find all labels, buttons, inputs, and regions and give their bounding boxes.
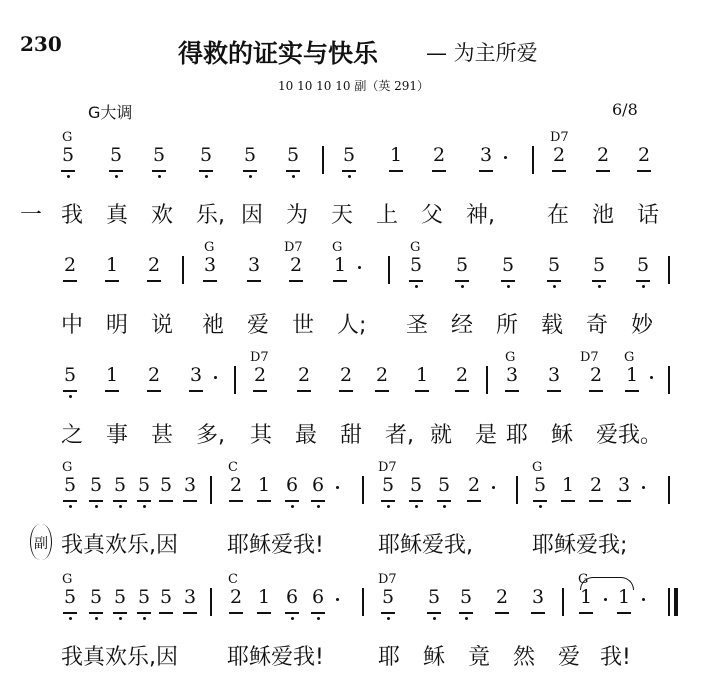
note-underline — [286, 170, 300, 172]
bar-line — [562, 588, 564, 616]
octave-dot — [291, 617, 294, 620]
note: 3 — [184, 586, 197, 608]
octave-dot — [461, 285, 464, 288]
note-underline — [547, 390, 561, 392]
note: 2 — [456, 364, 469, 386]
note-underline — [592, 280, 606, 282]
note: 2 — [433, 144, 446, 166]
note-underline — [159, 612, 173, 614]
octave-dot — [205, 175, 208, 178]
lyric: 载 — [541, 313, 564, 338]
note: 1 — [580, 586, 593, 608]
bar-line — [234, 366, 236, 394]
note: 5 — [287, 144, 300, 166]
note-underline — [159, 500, 173, 502]
note: 2 — [298, 364, 311, 386]
duration-dot — [642, 598, 645, 601]
lyric: 经 — [451, 313, 474, 338]
hymn-title: 得救的证实与快乐 — [178, 39, 379, 68]
duration-dot — [492, 486, 495, 489]
hymn-meter: 10 10 10 10 副（英 291） — [278, 79, 430, 93]
lyric: 事 — [106, 423, 129, 448]
bar-line — [182, 256, 184, 284]
note-underline — [589, 500, 603, 502]
octave-dot — [158, 175, 161, 178]
chord-symbol: G — [62, 460, 73, 475]
hymn-number: 230 — [20, 32, 62, 56]
octave-dot — [415, 285, 418, 288]
lyric: 在 — [547, 203, 570, 228]
duration-dot — [358, 266, 361, 269]
octave-dot — [69, 395, 72, 398]
lyric: 天 — [331, 203, 354, 228]
note-underline — [89, 500, 103, 502]
note: 5 — [62, 144, 75, 166]
lyric: 之 — [61, 423, 84, 448]
note: 5 — [114, 474, 127, 496]
note-underline — [561, 500, 575, 502]
note-underline — [285, 612, 299, 614]
lyric: 乐, — [196, 203, 225, 228]
note: 3 — [532, 586, 545, 608]
lyric: 我。 — [618, 423, 663, 448]
note-underline — [501, 280, 515, 282]
note: 5 — [200, 144, 213, 166]
lyric: 说 — [151, 313, 174, 338]
chord-symbol: D7 — [580, 350, 599, 365]
note-underline — [253, 390, 267, 392]
note: 5 — [438, 474, 451, 496]
lyric: 爱 — [558, 645, 581, 670]
note-underline — [247, 280, 261, 282]
lyric: 我真欢乐,因 — [61, 645, 178, 670]
note: 5 — [534, 474, 547, 496]
note: 5 — [138, 474, 151, 496]
lyric: 真 — [106, 203, 129, 228]
note: 3 — [190, 364, 203, 386]
note-underline — [89, 612, 103, 614]
note: 2 — [230, 586, 243, 608]
octave-dot — [115, 175, 118, 178]
chord-symbol: D7 — [250, 350, 269, 365]
note-underline — [203, 280, 217, 282]
tie-arc — [580, 577, 634, 590]
lyric: 圣 — [406, 313, 429, 338]
note: 2 — [496, 586, 509, 608]
hymn-subtitle: — 为主所爱 — [426, 41, 538, 65]
bar-line — [210, 588, 212, 616]
note: 1 — [106, 364, 119, 386]
note: 5 — [160, 474, 173, 496]
note-underline — [455, 280, 469, 282]
note-underline — [285, 500, 299, 502]
chord-symbol: C — [228, 572, 238, 587]
note-underline — [479, 170, 493, 172]
lyric: 是 — [475, 423, 498, 448]
lyric: 耶稣爱我; — [532, 533, 628, 558]
note: 2 — [340, 364, 353, 386]
note-underline — [342, 170, 356, 172]
duration-dot — [336, 598, 339, 601]
lyric: 稣 — [551, 423, 574, 448]
lyric: 耶稣爱我, — [378, 533, 473, 558]
note: 1 — [626, 364, 639, 386]
note-underline — [381, 612, 395, 614]
final-bar-thin — [668, 588, 670, 616]
chord-symbol: D7 — [550, 130, 569, 145]
time-signature: 6/8 — [612, 100, 638, 119]
octave-dot — [143, 617, 146, 620]
lyric: 神, — [466, 203, 495, 228]
note: 2 — [468, 474, 481, 496]
note: 2 — [376, 364, 389, 386]
note-underline — [427, 612, 441, 614]
octave-dot — [291, 505, 294, 508]
lyric: 明 — [106, 313, 129, 338]
octave-dot — [553, 285, 556, 288]
note: 3 — [548, 364, 561, 386]
lyric: 祂 — [202, 313, 225, 338]
note-underline — [625, 390, 639, 392]
octave-dot — [642, 285, 645, 288]
note-underline — [333, 280, 347, 282]
octave-dot — [119, 617, 122, 620]
note: 5 — [64, 474, 77, 496]
lyric: 我真欢乐,因 — [61, 533, 178, 558]
note: 2 — [638, 144, 651, 166]
octave-dot — [443, 505, 446, 508]
note-underline — [183, 500, 197, 502]
chord-symbol: D7 — [284, 240, 303, 255]
note: 5 — [593, 254, 606, 276]
lyric: 我 — [61, 203, 84, 228]
note: 3 — [480, 144, 493, 166]
lyric: 父 — [421, 203, 444, 228]
octave-dot — [387, 505, 390, 508]
note-underline — [257, 612, 271, 614]
note: 1 — [258, 586, 271, 608]
note-underline — [137, 500, 151, 502]
chord-symbol: G — [332, 240, 343, 255]
note: 2 — [64, 254, 77, 276]
lyric: 者, — [385, 423, 414, 448]
note-underline — [432, 170, 446, 172]
lyric: 耶稣爱我! — [227, 645, 324, 670]
lyric: 就 — [430, 423, 453, 448]
lyric: 世 — [292, 313, 315, 338]
bar-line — [668, 366, 670, 394]
note-underline — [409, 500, 423, 502]
note-underline — [229, 500, 243, 502]
bar-line — [668, 476, 670, 504]
note: 3 — [506, 364, 519, 386]
note-underline — [147, 390, 161, 392]
note: 1 — [258, 474, 271, 496]
chord-symbol: G — [410, 240, 421, 255]
note-underline — [579, 612, 593, 614]
octave-dot — [249, 175, 252, 178]
verse-number: 一 — [20, 203, 43, 228]
octave-dot — [317, 505, 320, 508]
note: 5 — [456, 254, 469, 276]
note-underline — [437, 500, 451, 502]
lyric: 其 — [250, 423, 273, 448]
note: 3 — [618, 474, 631, 496]
lyric: 上 — [376, 203, 399, 228]
note: 2 — [254, 364, 267, 386]
note-underline — [152, 170, 166, 172]
chord-symbol: G — [505, 350, 516, 365]
note-underline — [617, 500, 631, 502]
note: 1 — [562, 474, 575, 496]
duration-dot — [504, 156, 507, 159]
lyric: 然 — [513, 645, 536, 670]
note: 6 — [312, 586, 325, 608]
note-underline — [547, 280, 561, 282]
note: 5 — [382, 586, 395, 608]
note: 2 — [553, 144, 566, 166]
lyric: 欢 — [151, 203, 174, 228]
note: 5 — [90, 586, 103, 608]
lyric: 竟 — [468, 645, 491, 670]
note-underline — [105, 390, 119, 392]
bar-line — [668, 256, 670, 284]
chord-symbol: G — [578, 572, 589, 587]
note-underline — [637, 170, 651, 172]
duration-dot — [336, 486, 339, 489]
note-underline — [596, 170, 610, 172]
note: 3 — [248, 254, 261, 276]
note-underline — [199, 170, 213, 172]
note-underline — [552, 170, 566, 172]
bar-line — [388, 256, 390, 284]
note-underline — [137, 612, 151, 614]
note-underline — [459, 612, 473, 614]
note-underline — [109, 170, 123, 172]
octave-dot — [507, 285, 510, 288]
chord-symbol: G — [62, 130, 73, 145]
duration-dot — [604, 598, 607, 601]
lyric: 中 — [61, 313, 84, 338]
note-underline — [311, 612, 325, 614]
note-underline — [311, 500, 325, 502]
note-underline — [455, 390, 469, 392]
note: 5 — [90, 474, 103, 496]
lyric: 奇 — [586, 313, 609, 338]
note: 5 — [548, 254, 561, 276]
note-underline — [63, 390, 77, 392]
octave-dot — [119, 505, 122, 508]
note: 5 — [460, 586, 473, 608]
lyric: 池 — [592, 203, 615, 228]
note: 6 — [286, 586, 299, 608]
chord-symbol: G — [204, 240, 215, 255]
note-underline — [339, 390, 353, 392]
note: 2 — [590, 364, 603, 386]
note: 5 — [138, 586, 151, 608]
octave-dot — [67, 175, 70, 178]
octave-dot — [415, 505, 418, 508]
octave-dot — [539, 505, 542, 508]
chord-symbol: G — [532, 460, 543, 475]
note-underline — [183, 612, 197, 614]
note: 5 — [160, 586, 173, 608]
note: 5 — [410, 254, 423, 276]
octave-dot — [292, 175, 295, 178]
note-underline — [113, 612, 127, 614]
note: 1 — [334, 254, 347, 276]
note-underline — [531, 612, 545, 614]
note: 3 — [204, 254, 217, 276]
chorus-mark: 副 — [30, 524, 52, 560]
note-underline — [505, 390, 519, 392]
note: 3 — [184, 474, 197, 496]
note: 5 — [428, 586, 441, 608]
bar-line — [210, 476, 212, 504]
octave-dot — [465, 617, 468, 620]
note: 2 — [590, 474, 603, 496]
note-underline — [381, 500, 395, 502]
bar-line — [516, 476, 518, 504]
lyric: 人; — [337, 313, 367, 338]
note: 2 — [230, 474, 243, 496]
octave-dot — [143, 505, 146, 508]
lyric: 爱 — [596, 423, 619, 448]
octave-dot — [387, 617, 390, 620]
note: 6 — [312, 474, 325, 496]
note-underline — [61, 170, 75, 172]
bar-line — [486, 366, 488, 394]
note-underline — [229, 612, 243, 614]
bar-line — [362, 588, 364, 616]
note-underline — [389, 170, 403, 172]
note: 5 — [64, 364, 77, 386]
note: 2 — [148, 254, 161, 276]
note-underline — [189, 390, 203, 392]
note-underline — [289, 280, 303, 282]
lyric: 因 — [241, 203, 264, 228]
lyric: 多, — [196, 423, 225, 448]
lyric: 甚 — [151, 423, 174, 448]
octave-dot — [433, 617, 436, 620]
chord-symbol: C — [228, 460, 238, 475]
lyric: 甜 — [340, 423, 363, 448]
octave-dot — [95, 617, 98, 620]
note-underline — [409, 280, 423, 282]
octave-dot — [69, 505, 72, 508]
note: 1 — [390, 144, 403, 166]
octave-dot — [348, 175, 351, 178]
note-underline — [63, 500, 77, 502]
note: 5 — [410, 474, 423, 496]
note: 1 — [618, 586, 631, 608]
note-underline — [297, 390, 311, 392]
bar-line — [362, 476, 364, 504]
note: 5 — [153, 144, 166, 166]
octave-dot — [95, 505, 98, 508]
chord-symbol: G — [62, 572, 73, 587]
lyric: 为 — [286, 203, 309, 228]
lyric: 耶 — [506, 423, 529, 448]
note: 1 — [106, 254, 119, 276]
note-underline — [495, 612, 509, 614]
duration-dot — [214, 376, 217, 379]
octave-dot — [69, 617, 72, 620]
note: 6 — [286, 474, 299, 496]
lyric: 稣 — [423, 645, 446, 670]
octave-dot — [317, 617, 320, 620]
note: 5 — [244, 144, 257, 166]
note-underline — [113, 500, 127, 502]
note-underline — [375, 390, 389, 392]
lyric: 妙 — [631, 313, 654, 338]
note: 2 — [290, 254, 303, 276]
chord-symbol: D7 — [378, 572, 397, 587]
duration-dot — [650, 376, 653, 379]
note-underline — [243, 170, 257, 172]
note-underline — [105, 280, 119, 282]
note: 5 — [110, 144, 123, 166]
note: 1 — [416, 364, 429, 386]
note-underline — [589, 390, 603, 392]
note-underline — [147, 280, 161, 282]
note: 2 — [597, 144, 610, 166]
note: 5 — [382, 474, 395, 496]
lyric: 最 — [295, 423, 318, 448]
lyric: 所 — [496, 313, 519, 338]
chord-symbol: G — [624, 350, 635, 365]
note-underline — [533, 500, 547, 502]
lyric: 耶 — [378, 645, 401, 670]
note-underline — [415, 390, 429, 392]
note-underline — [63, 612, 77, 614]
key-signature: G大调 — [88, 103, 133, 122]
lyric: 话 — [637, 203, 660, 228]
chord-symbol: D7 — [378, 460, 397, 475]
bar-line — [322, 146, 324, 174]
note: 2 — [148, 364, 161, 386]
lyric: 我! — [600, 645, 631, 670]
note-underline — [636, 280, 650, 282]
note-underline — [63, 280, 77, 282]
note: 5 — [343, 144, 356, 166]
note: 5 — [502, 254, 515, 276]
final-bar-thick — [674, 588, 678, 616]
lyric: 耶稣爱我! — [227, 533, 324, 558]
duration-dot — [642, 486, 645, 489]
octave-dot — [598, 285, 601, 288]
note: 5 — [637, 254, 650, 276]
lyric: 爱 — [247, 313, 270, 338]
note: 5 — [64, 586, 77, 608]
bar-line — [532, 146, 534, 174]
note-underline — [617, 612, 631, 614]
note-underline — [257, 500, 271, 502]
note-underline — [467, 500, 481, 502]
note: 5 — [114, 586, 127, 608]
